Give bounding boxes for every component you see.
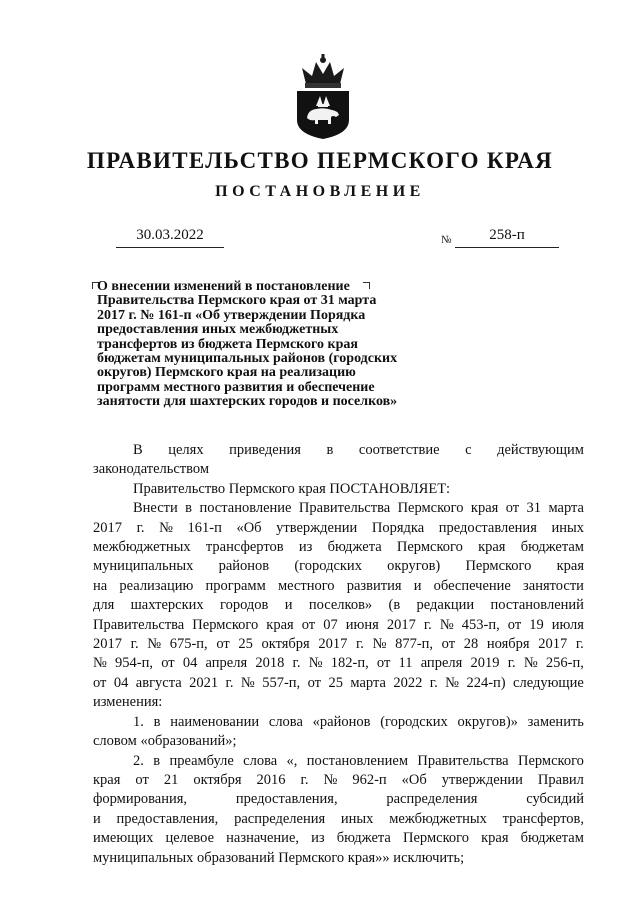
date-underline — [116, 247, 224, 248]
subject-line: 2017 г. № 161-п «Об утверждении Порядка — [97, 307, 366, 323]
list-item-2-first: 2. в преамбуле слова «, постановлением Правительства Пермского — [133, 752, 584, 769]
subject-line: Правительства Пермского края от 31 марта — [97, 293, 377, 309]
subject-line: предоставления иных межбюджетных — [97, 322, 339, 338]
paragraph-preamble-end: законодательством — [93, 461, 210, 478]
number-label: № — [441, 234, 452, 246]
document-date: 30.03.2022 — [136, 227, 204, 243]
org-title: ПРАВИТЕЛЬСТВО ПЕРМСКОГО КРАЯ — [86, 148, 554, 173]
paragraph-amend-line: от 04 августа 2021 г. № 557-п, от 25 марта 2022 г. № 224-п) следующие — [93, 674, 584, 691]
paragraph-amend-line: 2017 г. № 161-п «Об утверждении Порядка предоставления иных — [93, 519, 584, 536]
list-item-2-line: края от 21 октября 2016 г. № 962-п «Об утверждении Правил — [93, 771, 584, 788]
paragraph-amend-end: изменения: — [93, 694, 163, 711]
coat-of-arms-icon — [294, 54, 352, 140]
paragraph-amend-first: Внести в постановление Правительства Пермского края от 31 марта — [133, 500, 584, 517]
paragraph-amend-line: Правительства Пермского края от 07 июня 2017 г. № 453-п, от 19 июля — [93, 616, 584, 633]
subject-line: трансфертов из бюджета Пермского края — [97, 336, 358, 352]
subject-line: бюджетам муниципальных районов (городских — [97, 351, 398, 367]
paragraph-resolution: Правительство Пермского края ПОСТАНОВЛЯЕТ: — [133, 480, 451, 497]
paragraph-amend-line: муниципальных районов (городских округов) Пермского края — [93, 558, 584, 575]
subject-line: округов) Пермского края на реализацию — [97, 365, 356, 381]
list-item-2-end: муниципальных образований Пермского края»» исключить; — [93, 849, 465, 866]
list-item-1-first: 1. в наименовании слова «районов (городских округов)» заменить — [133, 713, 584, 730]
number-underline — [455, 247, 559, 248]
document-body — [93, 441, 584, 868]
paragraph-amend-line: 2017 г. № 675-п, от 25 октября 2017 г. № 877-п, от 28 ноября 2017 г. — [93, 636, 584, 653]
document-type: ПОСТАНОВЛЕНИЕ — [215, 183, 425, 200]
paragraph-amend-line: для шахтерских городов и поселков» (в редакции постановлений — [93, 597, 584, 614]
list-item-2-line: имеющих целевое назначение, из бюджета Пермского края бюджетам — [93, 830, 584, 847]
list-item-2-line: формирования, предоставления, распределения субсидий — [93, 791, 584, 808]
paragraph-amend-line: на реализацию программ местного развития и обеспечение занятости — [93, 577, 584, 594]
subject-line: О внесении изменений в постановление — [97, 279, 350, 294]
subject-line: программ местного развития и обеспечение — [97, 379, 375, 395]
subject-line: занятости для шахтерских городов и поселков» — [97, 394, 398, 410]
document-subject — [97, 280, 437, 410]
paragraph-amend-line: № 954-п, от 04 апреля 2018 г. № 182-п, от 11 апреля 2019 г. № 256-п, — [93, 655, 584, 672]
list-item-1-end: словом «образований»; — [93, 733, 237, 750]
paragraph-amend-line: межбюджетных трансфертов из бюджета Пермского края бюджетам — [93, 539, 584, 556]
list-item-2-line: и предоставления, распределения иных межбюджетных трансфертов, — [93, 810, 584, 827]
document-number: 258-п — [489, 227, 525, 243]
paragraph-preamble-line: В целях приведения в соответствие с действующим — [133, 442, 584, 458]
